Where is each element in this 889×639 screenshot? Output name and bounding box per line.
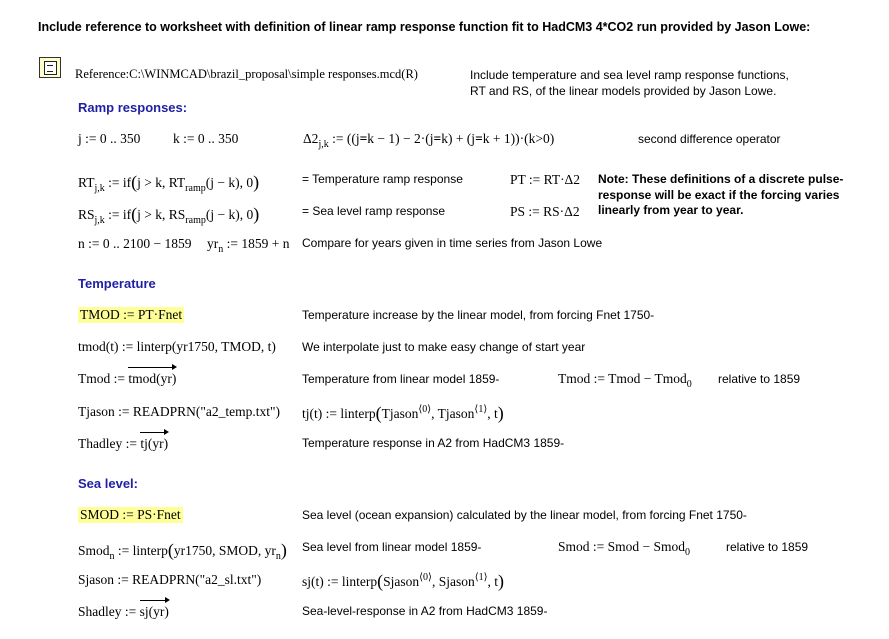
sjason-read[interactable]: Sjason := READPRN("a2_sl.txt") (78, 572, 262, 587)
sea-level-heading: Sea level: (78, 476, 138, 491)
tmod-definition[interactable]: TMOD := PT·Fnet (80, 307, 183, 322)
thadley-vectorize[interactable]: Thadley := tj(yr) (78, 436, 169, 451)
shadley-vectorize[interactable]: Shadley := sj(yr) (78, 604, 169, 619)
ps-definition[interactable]: PS := RS·Δ2 (510, 204, 580, 219)
temperature-heading: Temperature (78, 276, 156, 291)
temperature-relative-label: relative to 1859 (718, 372, 801, 386)
compare-label: Compare for years given in time series from Jason Lowe (302, 236, 603, 250)
j-range-definition[interactable]: j := 0 .. 350 (78, 131, 141, 146)
tjason-file: "a2_temp.txt" (200, 404, 276, 419)
thadley-label: Temperature response in A2 from HadCM3 1859- (302, 436, 565, 450)
sj-function[interactable]: sj(t) := linterp(Sjason$^{⟨0⟩}$, Sjason$^{⟨1⟩}$, t) (302, 571, 505, 591)
sea-level-relative-label: relative to 1859 (726, 540, 809, 554)
ramp-responses-heading: Ramp responses: (78, 100, 188, 115)
reference-comment-line1: Include temperature and sea level ramp response functions, (470, 68, 789, 82)
shadley-label: Sea-level-response in A2 from HadCM3 1859- (302, 604, 548, 618)
reference-comment-line2: RT and RS, of the linear models provided by Jason Lowe. (470, 84, 777, 98)
rt-label: = Temperature ramp response (302, 172, 463, 186)
tmod-interp-function[interactable]: tmod(t) := linterp(yr1750, TMOD, t) (78, 339, 276, 354)
tmod-vectorize[interactable]: Tmod := tmod(yr) (78, 371, 177, 386)
smod-definition[interactable]: SMOD := PS·Fnet (80, 507, 181, 522)
smod-relative-definition[interactable]: Smod := Smod − Smod$_0$ (558, 539, 691, 558)
tj-function[interactable]: tj(t) := linterp(Tjason$^{⟨0⟩}$, Tjason$^{⟨1⟩}$, t) (302, 403, 504, 423)
n-range-definition[interactable]: n := 0 .. 2100 − 1859 (78, 236, 192, 251)
page-title: Include reference to worksheet with definition of linear ramp response function fit to HadCM3 4*CO2 run provided by Jason Lowe: (38, 20, 811, 34)
tmod-relative-definition[interactable]: Tmod := Tmod − Tmod$_0$ (558, 371, 692, 390)
note-text: Note: These definitions of a discrete pulse-response will be exact if the forcing varies linearly from year to year. (598, 172, 844, 217)
temperature-linear-label: Temperature from linear model 1859- (302, 372, 500, 386)
smod-interp-definition[interactable]: Smod$_n$ := linterp(yr1750, SMOD, $yr_n$) (78, 540, 287, 562)
pt-definition[interactable]: PT := RT·Δ2 (510, 172, 580, 187)
rs-label: = Sea level ramp response (302, 204, 446, 218)
sea-level-linear-label: Sea level from linear model 1859- (302, 540, 482, 554)
reference-path[interactable]: Reference:C:\WINMCAD\brazil_proposal\simple responses.mcd(R) (75, 67, 418, 81)
tjason-read[interactable]: Tjason := READPRN("a2_temp.txt") (78, 404, 281, 419)
interp-label: We interpolate just to make easy change of start year (302, 340, 586, 354)
rs-definition[interactable]: $RS_{j,k}$ := if(j > k, $RS_{ramp}(j - k)$, 0) (78, 204, 260, 226)
tmod-definition-label: Temperature increase by the linear model, from forcing Fnet 1750- (302, 308, 655, 322)
smod-definition-label: Sea level (ocean expansion) calculated by the linear model, from forcing Fnet 1750- (302, 508, 747, 522)
rt-definition[interactable]: $RT_{j,k}$ := if(j > k, $RT_{ramp}(j - k)$, 0) (78, 172, 260, 194)
worksheet-reference-icon[interactable] (39, 57, 61, 78)
sjason-file: "a2_sl.txt" (199, 572, 257, 587)
second-difference-label: second difference operator (638, 132, 781, 146)
yr-definition[interactable]: $yr_n$ := 1859 + n (207, 236, 290, 255)
k-range-definition[interactable]: k := 0 .. 350 (173, 131, 239, 146)
second-difference-definition[interactable]: $\Delta 2_{j,k}$ := ((j=k − 1) − 2·(j=k) + (j=k + 1))·(k>0) (303, 131, 555, 150)
